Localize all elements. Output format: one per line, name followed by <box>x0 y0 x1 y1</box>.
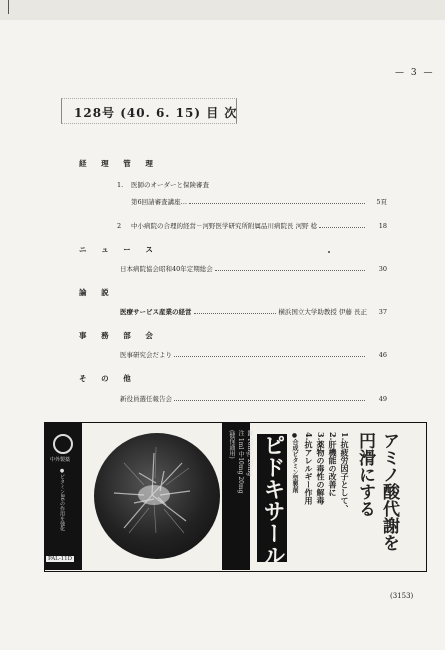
leader-dots <box>189 200 365 204</box>
toc-entry-title: 第6回請審査講座… <box>131 198 188 206</box>
section-heading: 論 説 <box>79 288 115 297</box>
section-heading: 経 理 管 理 <box>79 159 159 168</box>
toc-entry-page: 49 <box>378 395 387 403</box>
scan-mark <box>8 0 9 14</box>
ad-code: PAL-11D <box>48 556 73 562</box>
leader-dots <box>174 353 365 357</box>
footer-code: (3153) <box>390 592 414 600</box>
ad-info-line: 錠 10mg, 20mg <box>246 430 253 477</box>
ad-side-text: ●ビタミンB6の作用を強化 <box>59 468 65 531</box>
company-logo-icon <box>53 434 73 454</box>
toc-entry-number: 1. <box>117 181 124 189</box>
ad-headline-line: 円滑にする <box>355 432 375 517</box>
page-number: — 3 — <box>395 68 435 78</box>
toc-entry-subtitle: 医師のオーダーと保険審査 <box>131 181 209 189</box>
leader-dots <box>174 397 365 401</box>
ad-point: 4.抗アレルギー作用 <box>304 432 314 505</box>
ad-headline-line: アミノ酸代謝を <box>379 432 399 551</box>
section-heading: そ の 他 <box>79 374 137 383</box>
ad-product-info <box>227 430 254 493</box>
toc-entry <box>117 221 387 230</box>
toc-entry <box>120 307 387 316</box>
toc-entry-page: 18 <box>378 222 387 230</box>
ad-info-line: 注 1ml 中10mg 20mg <box>237 430 244 494</box>
toc-entry-title: 新役員選任報告会 <box>120 395 172 403</box>
ad-point: 3.薬物の毒性の解毒 <box>316 432 326 505</box>
scan-edge <box>0 0 445 20</box>
ad-headline <box>353 432 401 564</box>
toc-entry <box>120 350 387 359</box>
section-heading: 事 務 部 会 <box>79 331 159 340</box>
toc-entry <box>120 264 387 273</box>
company-logo-text: 中外製薬 <box>50 457 71 463</box>
ink-speck <box>328 251 330 253</box>
product-brand: ピドキサール <box>257 434 287 562</box>
toc-entry-page: 37 <box>378 308 387 316</box>
ad-point: 2.肝機能の改善に <box>328 432 338 497</box>
toc-entry-title: 中小病院の合理的経営－河野医学研究所附属品川病院長 河野 稔 <box>131 222 318 230</box>
ad-point: 1.抗疲労因子として、 <box>340 432 350 513</box>
toc-entry-title: 医事研究会だより <box>120 351 172 359</box>
ad-subtext: ●合成ビタミン型製剤 <box>291 432 298 493</box>
leader-dots <box>215 267 365 271</box>
toc-entry <box>120 394 387 403</box>
toc-entry-page: 46 <box>378 351 387 359</box>
toc-entry-line <box>117 180 387 189</box>
ad-info-line: (健保適用) <box>228 430 235 459</box>
toc-entry-author: 横浜国立大学助教授 伊藤 長正 <box>278 308 367 316</box>
toc-entry-title: 医療サービス産業の経営 <box>120 308 192 316</box>
toc-entry <box>131 197 387 206</box>
toc-entry-page: 5頁 <box>376 198 387 206</box>
toc-entry-title: 日本病院協会昭和40年定期総会 <box>120 265 213 273</box>
issue-title: 128号 (40. 6. 15) 目 次 <box>74 106 238 120</box>
toc-entry-number: 2 <box>117 222 122 230</box>
section-heading: ニ ュ ー ス <box>79 245 159 254</box>
microscope-photo <box>94 433 220 559</box>
ad-points-list <box>303 432 351 562</box>
toc-entry-page: 30 <box>378 265 387 273</box>
leader-dots <box>319 224 365 228</box>
leader-dots <box>194 310 277 314</box>
crystal-pattern-icon <box>94 433 220 559</box>
